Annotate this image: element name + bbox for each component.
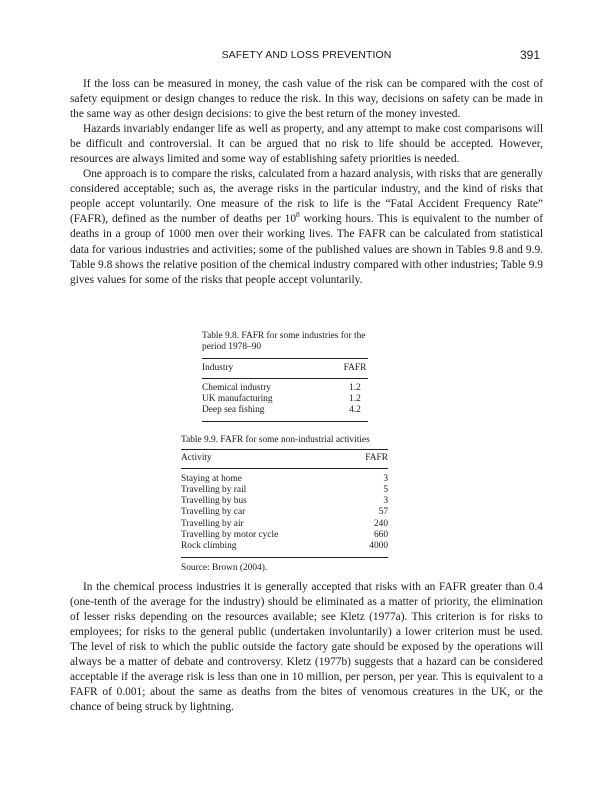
- table-9-9: [181, 435, 388, 574]
- table-row: [181, 530, 388, 541]
- row-label: Travelling by motor cycle: [181, 530, 279, 541]
- row-label: Staying at home: [181, 473, 242, 484]
- column-header-activity: Activity: [181, 453, 212, 464]
- row-value: 4000: [369, 541, 388, 552]
- paragraph-acceptable-risk: In the chemical process industries it is generally accepted that risks with an FAFR greater than 0.4 (one-tenth of the average for the industry) should be eliminated as a matter of priority, the elimination of lesser risks depending on the resources available; see Kletz (1977a). This criterion is for risks to employees; for risks to the general public (undertaken involuntarily) a lower criterion must be used. The level of risk to which the public outside the factory gate should be exposed by the operations will always be a matter of debate and controversy. Kletz (1977b) suggests that a hazard can be considered acceptable if the average risk is less than one in 10 million, per person, per year. This is equivalent to a FAFR of 0.001; about the same as deaths from the bites of venomous creatures in the UK, or the chance of being struck by lightning.: [70, 581, 543, 714]
- table-row: [202, 405, 368, 416]
- table-bottom-rule: [202, 421, 368, 422]
- table-row: [202, 383, 368, 394]
- row-value: 3: [383, 473, 388, 484]
- table-caption: Table 9.9. FAFR for some non-industrial activities: [181, 435, 370, 445]
- row-value: 4.2: [349, 405, 361, 416]
- row-value: 3: [383, 496, 388, 507]
- table-row: [181, 485, 388, 496]
- body-text-lower: [70, 580, 543, 715]
- table-header-row: [202, 359, 368, 378]
- row-label: Travelling by air: [181, 518, 244, 529]
- paragraph-cost-comparison: If the loss can be measured in money, the cash value of the risk can be compared with the cost of safety equipment or design changes to reduce the risk. In this way, decisions on safety can be made in the same way as other design decisions: to give the best return of the money invested.: [70, 78, 543, 121]
- table-header-rule: [181, 468, 388, 469]
- row-label: Travelling by rail: [181, 484, 247, 495]
- row-value: 660: [373, 530, 388, 541]
- running-header: [70, 49, 543, 65]
- body-text-upper: [70, 77, 543, 288]
- table-row: [181, 474, 388, 485]
- table-source-note: Source: Brown (2004).: [181, 562, 268, 573]
- row-label: Chemical industry: [202, 382, 271, 393]
- row-label: Deep sea fishing: [202, 405, 265, 416]
- table-9-8: [202, 331, 368, 422]
- column-header-fafr: FAFR: [343, 362, 367, 373]
- column-header-industry: Industry: [202, 362, 234, 373]
- page-number: 391: [519, 48, 540, 62]
- table-header-rule: [202, 378, 368, 379]
- row-label: Travelling by car: [181, 507, 246, 518]
- table-row: [181, 519, 388, 530]
- row-label: UK manufacturing: [202, 394, 273, 405]
- exponent-superscript: 8: [296, 209, 300, 219]
- table-bottom-rule: [181, 557, 388, 558]
- table-row: [202, 394, 368, 405]
- row-value: 1.2: [349, 394, 361, 405]
- table-header-row: [181, 450, 388, 467]
- paragraph-fafr-definition: [70, 167, 543, 287]
- table-row: [181, 507, 388, 518]
- running-title: SAFETY AND LOSS PREVENTION: [221, 49, 392, 61]
- row-value: 1.2: [349, 382, 361, 393]
- row-value: 57: [378, 507, 388, 518]
- column-header-fafr: FAFR: [365, 453, 388, 464]
- fafr-text-part-a: One approach is to compare the risks, calculated from a hazard analysis, with risks that are generally considered acceptable; such as, the average risks in the particular industry, and the kind of risks that people accept voluntarily. One measure of the risk to life is the “Fatal Accident Frequency Rate” (FAFR), defined as the number of deaths per 10: [70, 168, 543, 226]
- row-label: Travelling by bus: [181, 496, 247, 507]
- paragraph-hazards-life: Hazards invariably endanger life as well as property, and any attempt to make cost comparisons will be difficult and controversial. It can be argued that no risk to life should be accepted. However, resources are always limited and some way of establishing safety priorities is needed.: [70, 123, 543, 166]
- table-row: [181, 541, 388, 552]
- row-label: Rock climbing: [181, 541, 237, 552]
- row-value: 240: [373, 518, 388, 529]
- row-value: 5: [383, 484, 388, 495]
- table-caption: Table 9.8. FAFR for some industries for the period 1978–90: [202, 331, 366, 353]
- table-row: [181, 496, 388, 507]
- fafr-text-part-b: working hours. This is equivalent to the number of deaths in a group of 1000 men over their working lives. The FAFR can be calculated from statistical data for various industries and activities; some of the published values are shown in Tables 9.8 and 9.9. Table 9.8 shows the relative position of the chemical industry compared with other industries; Table 9.9 gives values for some of the risks that people accept voluntarily.: [70, 213, 543, 286]
